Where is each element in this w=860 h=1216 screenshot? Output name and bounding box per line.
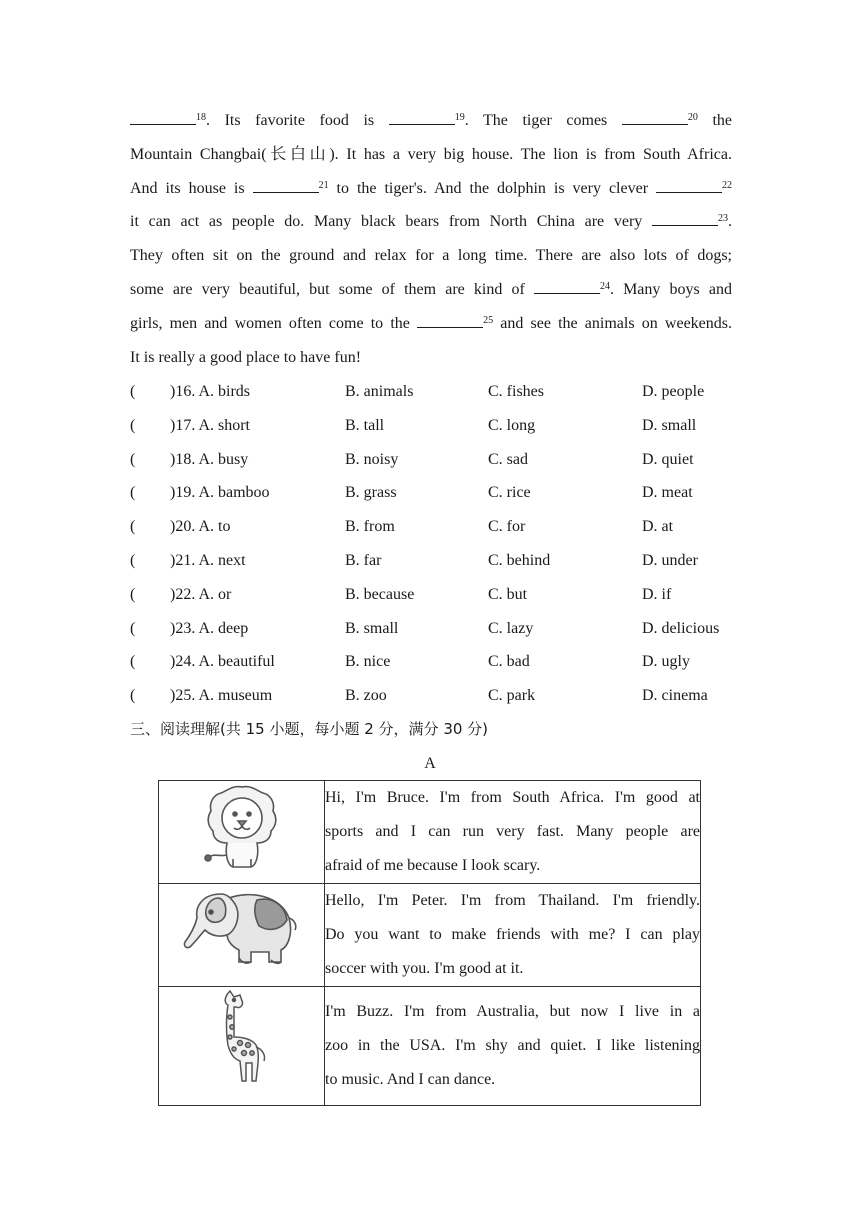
- passage-line: girls, men and women often come to the $^{25}$ and see the animals on weekends.: [130, 314, 732, 332]
- question-row[interactable]: ( )18. A. busy B. noisy C. sad D. quiet: [130, 450, 694, 468]
- answer-blank: [534, 279, 600, 294]
- animal-intro-table: [158, 780, 701, 1106]
- image-cell: [159, 884, 325, 987]
- table-row: [159, 884, 701, 987]
- table-row: [159, 781, 701, 884]
- question-row[interactable]: ( )21. A. next B. far C. behind D. under: [130, 551, 698, 569]
- question-row[interactable]: ( )22. A. or B. because C. but D. if: [130, 585, 672, 603]
- lion-icon: [197, 781, 287, 873]
- passage-line: Mountain Changbai(长白山). It has a very big house. The lion is from South Africa.: [130, 145, 732, 163]
- answer-blank: [130, 110, 196, 125]
- table-row: [159, 987, 701, 1106]
- passage-line: it can act as people do. Many black bears from North China are very $^{23}$.: [130, 213, 732, 231]
- image-cell: [159, 987, 325, 1106]
- cloze-passage: [130, 104, 732, 374]
- passage-line: And its house is $^{21}$ to the tiger's. And the dolphin is very clever $^{22}$: [130, 179, 732, 197]
- part-label: A: [424, 755, 436, 772]
- passage-line: $^{18}$. Its favorite food is $^{19}$. The tiger comes $^{20}$ the: [130, 104, 732, 138]
- question-row[interactable]: ( )20. A. to B. from C. for D. at: [130, 518, 674, 536]
- question-row[interactable]: ( )16. A. birds B. animals C. fishes D. people: [130, 383, 705, 400]
- answer-blank: [652, 211, 718, 226]
- elephant-icon: [181, 884, 303, 968]
- section-heading: 三、阅读理解(共 15 小题，每小题 2 分，满分 30 分): [130, 720, 489, 738]
- question-row[interactable]: ( )25. A. museum B. zoo C. park D. cinema: [130, 687, 708, 705]
- answer-blank: [253, 178, 319, 193]
- intro-text-bruce: Hi, I'm Bruce. I'm from South Africa. I'm good at sports and I can run very fast. Many people are afraid of me because I look scary.: [325, 781, 701, 884]
- passage-line: It is really a good place to have fun!: [130, 348, 362, 366]
- question-row[interactable]: ( )17. A. short B. tall C. long D. small: [130, 416, 697, 434]
- intro-text-buzz: I'm Buzz. I'm from Australia, but now I live in a zoo in the USA. I'm shy and quiet. I like listening to music. And I can dance.: [325, 987, 701, 1106]
- question-row[interactable]: ( )23. A. deep B. small C. lazy D. delicious: [130, 619, 720, 637]
- question-row[interactable]: ( )24. A. beautiful B. nice C. bad D. ugly: [130, 653, 690, 671]
- image-cell: [159, 781, 325, 884]
- passage-line: They often sit on the ground and relax for a long time. There are also lots of dogs;: [130, 247, 732, 265]
- question-row[interactable]: ( )19. A. bamboo B. grass C. rice D. meat: [130, 484, 693, 502]
- answer-blank: [656, 178, 722, 193]
- choice-questions: [130, 375, 740, 713]
- answer-blank: [417, 313, 483, 328]
- giraffe-icon: [212, 987, 272, 1085]
- passage-line: some are very beautiful, but some of them are kind of $^{24}$. Many boys and: [130, 280, 732, 298]
- intro-text-peter: Hello, I'm Peter. I'm from Thailand. I'm friendly. Do you want to make friends with me? I can play soccer with you. I'm good at it.: [325, 884, 701, 987]
- answer-blank: [622, 110, 688, 125]
- answer-blank: [389, 110, 455, 125]
